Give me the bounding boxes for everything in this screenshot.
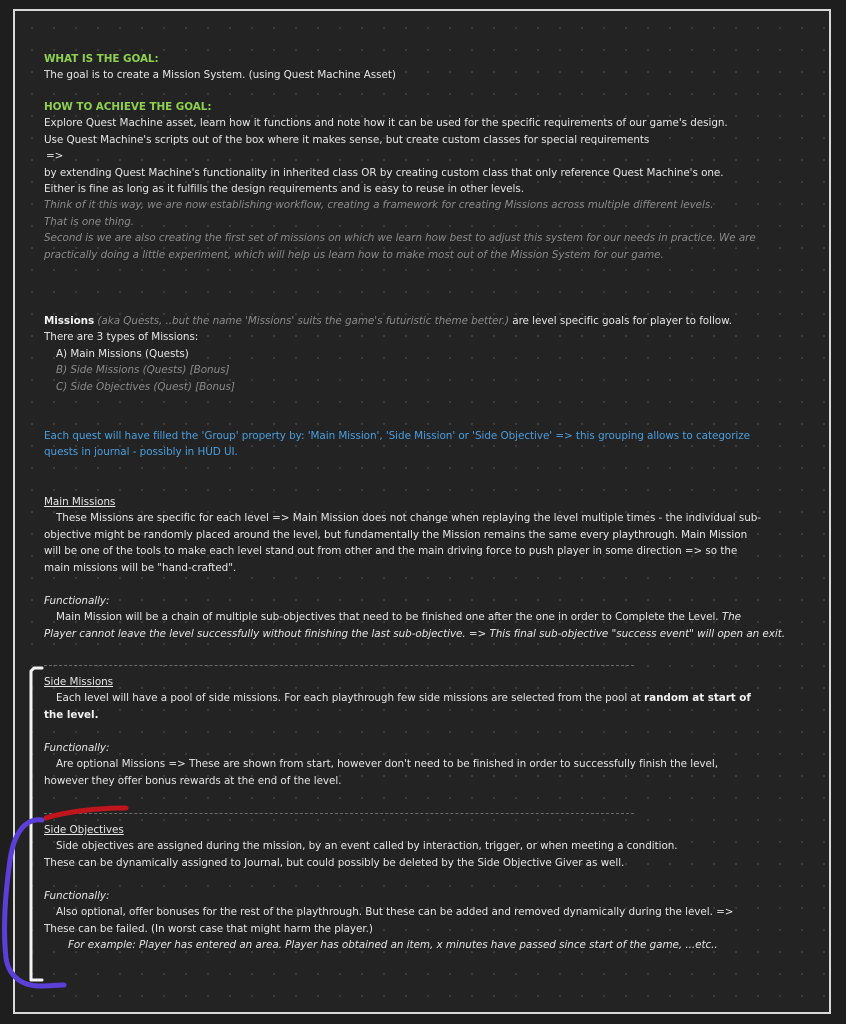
side-objectives-functional — [44, 888, 794, 954]
group-note — [44, 428, 794, 461]
howto-line-1: Explore Quest Machine asset, learn how it functions and note how it can be used for the specific requirements of our game's design. — [44, 117, 728, 130]
side-missions-bold: random at start of — [644, 692, 751, 705]
main-functional-line-2: Player cannot leave the level successfully without finishing the last sub-objective. => This final sub-objective "success event" will open an exit. — [44, 627, 785, 640]
side-functional-line-2: however they offer bonus rewards at the end of the level. — [44, 774, 342, 787]
goal-text: The goal is to create a Mission System. (using Quest Machine Asset) — [44, 69, 396, 82]
main-functional-normal: Main Mission will be a chain of multiple sub-objectives that need to be finished one after the one in order to Complete the Level. — [56, 611, 719, 624]
main-missions-p1: These Missions are specific for each level => Main Mission does not change when replaying the level multiple times - the individual sub- — [56, 512, 761, 525]
objectives-functional-line-1: Also optional, offer bonuses for the rest of the playthrough. But these can be added and removed dynamically during the level. => — [56, 906, 734, 919]
missions-aside: (aka Quests, ..but the name 'Missions' suits the game's futuristic theme better.) — [97, 315, 509, 327]
side-missions-line-2: the level. — [44, 708, 99, 721]
missions-term: Missions — [44, 315, 95, 327]
howto-section — [44, 99, 794, 263]
howto-note-1: Think of it this way, we are now establishing workflow, creating a framework for creating Missions across multiple different levels. — [44, 199, 714, 212]
howto-note-2: That is one thing. — [44, 215, 135, 228]
missions-types-intro: There are 3 types of Missions: — [44, 331, 199, 344]
main-missions-p4: main missions will be "hand-crafted". — [44, 561, 237, 574]
howto-heading: HOW TO ACHIEVE THE GOAL: — [44, 101, 212, 113]
objectives-example: For example: Player has entered an area. Player has obtained an item, x minutes have passed since start of the game, ...etc.. — [68, 939, 718, 952]
main-missions-section — [44, 494, 794, 576]
missions-type-a: A) Main Missions (Quests) — [56, 347, 189, 360]
howto-note-4: practically doing a little experiment, which will help us learn how to make most out of the Mission System for our game. — [44, 248, 664, 261]
goal-heading: WHAT IS THE GOAL: — [44, 53, 159, 65]
side-missions-functional — [44, 740, 794, 789]
objectives-functional-line-2: These can be failed. (In worst case that might harm the player.) — [44, 922, 373, 935]
divider-1 — [44, 665, 634, 666]
goal-section — [44, 51, 794, 84]
howto-arrow: => — [46, 150, 64, 163]
side-objectives-p1: Side objectives are assigned during the mission, by an event called by interaction, trigger, or when meeting a condition. — [56, 840, 678, 853]
side-objectives-section — [44, 822, 794, 871]
side-objectives-title: Side Objectives — [44, 824, 124, 836]
missions-definition — [44, 313, 794, 329]
howto-note-3: Second is we are also creating the first set of missions on which we learn how best to adjust this system for our needs in practice. We are — [44, 232, 756, 245]
howto-line-4: Either is fine as long as it fulfills the design requirements and is easy to reuse in other levels. — [44, 183, 524, 196]
divider-2 — [44, 813, 634, 814]
missions-section — [44, 313, 794, 395]
main-functional-label: Functionally: — [44, 595, 110, 607]
howto-line-3: by extending Quest Machine's functionality in inherited class OR by creating custom class that only reference Quest Machine's one. — [44, 166, 724, 179]
main-missions-title: Main Missions — [44, 496, 116, 508]
group-note-line-2: quests in journal - possibly in HUD UI. — [44, 446, 238, 459]
main-missions-p2: objective might be randomly placed around the level, but fundamentally the Mission remains the same every playthrough. Main Mission — [44, 528, 748, 541]
side-missions-line-1 — [44, 690, 794, 706]
group-note-line-1: Each quest will have filled the 'Group' property by: 'Main Mission', 'Side Mission' or 'Side Objective' => this grouping allows to categorize — [44, 430, 750, 442]
side-functional-label: Functionally: — [44, 742, 110, 754]
side-objectives-p2: These can be dynamically assigned to Journal, but could possibly be deleted by the Side Objective Giver as well. — [44, 856, 625, 869]
missions-desc: are level specific goals for player to follow. — [512, 315, 732, 327]
side-missions-normal: Each level will have a pool of side missions. For each playthrough few side missions are selected from the pool at — [56, 692, 641, 705]
main-functional-line-1 — [44, 609, 794, 625]
main-functional-italic: The — [721, 611, 741, 624]
side-missions-title: Side Missions — [44, 676, 114, 688]
main-missions-functional — [44, 593, 794, 642]
side-missions-section — [44, 674, 794, 723]
missions-type-c: C) Side Objectives (Quest) [Bonus] — [56, 380, 235, 393]
howto-line-2: Use Quest Machine's scripts out of the box where it makes sense, but create custom classes for special requirements — [44, 133, 650, 146]
objectives-functional-label: Functionally: — [44, 890, 110, 902]
main-missions-p3: will be one of the tools to make each level stand out from other and the main driving force to push player in some direction => so the — [44, 545, 738, 558]
side-functional-line-1: Are optional Missions => These are shown from start, however don't need to be finished in order to successfully finish the level, — [56, 758, 718, 771]
missions-type-b: B) Side Missions (Quests) [Bonus] — [56, 364, 230, 377]
